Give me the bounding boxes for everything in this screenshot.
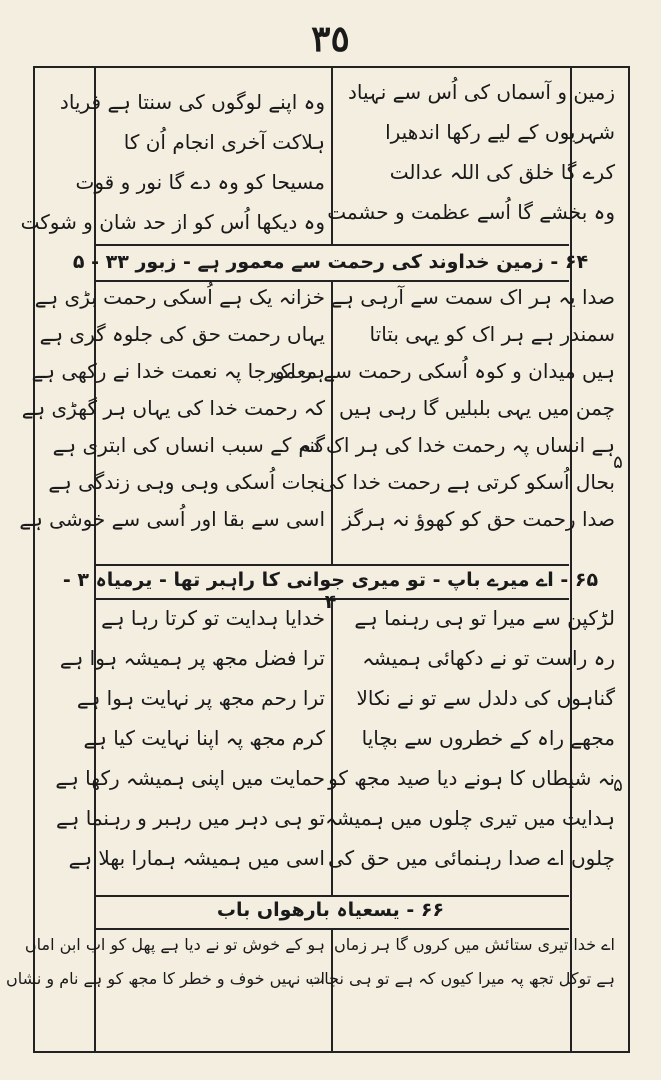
- verse-line: وہ دیکھا اُس کو از حد شان و شوکت: [20, 210, 325, 234]
- verse-count: ۵: [613, 775, 623, 796]
- rule: [94, 280, 569, 282]
- verse-line: خدایا ہدایت تو کرتا رہا ہے: [101, 606, 325, 630]
- verse-line: مسیحا کو وہ دے گا نور و قوت: [75, 170, 325, 194]
- poem-left-column: [5, 935, 325, 1035]
- verse-line: ہیں میدان و کوہ اُسکی رحمت سے معمور: [265, 359, 615, 383]
- verse-line: مجھے راہ کے خطروں سے بچایا: [361, 726, 615, 750]
- verse-line: ترا فضل مجھ پر ہمیشہ ہوا ہے: [59, 646, 325, 670]
- poem-right-column: [309, 935, 615, 1035]
- verse-line: ہلاکت آخری انجام اُن کا: [123, 130, 325, 154]
- poem-left-column: [19, 285, 325, 555]
- verse-line: رہ راست تو نے دکھائی ہمیشہ: [362, 646, 615, 670]
- verse-line: ہو کے خوش تو نے دیا ہے پھل کو اب ابن اماں: [24, 935, 325, 954]
- verse-line: ہے انساں پہ رحمت خدا کی ہر اک دم: [298, 433, 615, 457]
- verse-line: چلوں اے صدا رہنمائی میں حق کی: [328, 846, 615, 870]
- verse-line: وہ بخشے گا اُسے عظمت و حشمت: [327, 200, 615, 224]
- verse-line: صدا یہ ہر اک سمت سے آرہی ہے: [330, 285, 615, 309]
- verse-line: خزانہ یک ہے اُسکی رحمت بڑی ہے: [34, 285, 325, 309]
- rule: [94, 928, 569, 930]
- verse-line: گنہ کے سبب انساں کی ابتری ہے: [52, 433, 325, 457]
- poem-right-column: [327, 80, 615, 240]
- verse-line: بحال اُسکو کرتی ہے رحمت خدا کی: [320, 470, 615, 494]
- verse-line: یہاں رحمت حق کی جلوہ گری ہے: [39, 322, 325, 346]
- verse-line: اسی میں ہمیشہ ہمارا بھلا ہے: [68, 846, 325, 870]
- page-number: ٣٥: [311, 18, 350, 60]
- verse-line: ہے توکل تجھ پہ میرا کیوں کہ ہے تو ہی نجات: [309, 969, 615, 988]
- verse-line: صدا رحمت حق کو کھوؤ نہ ہرگز: [342, 507, 615, 531]
- verse-line: سمندر ہے ہر اک کو یہی بتاتا: [369, 322, 615, 346]
- verse-line: حمایت میں اپنی ہمیشہ رکھا ہے: [55, 766, 325, 790]
- verse-line: کرم مجھ پہ اپنا نہایت کیا ہے: [83, 726, 325, 750]
- verse-line: کہ رحمت خدا کی یہاں ہر گھڑی ہے: [21, 396, 325, 420]
- poem-left-column: [20, 90, 325, 250]
- verse-line: نجات اُسکی وہی وہی زندگی ہے: [48, 470, 325, 494]
- verse-line: نہ شیطاں کا ہونے دیا صید مجھ کو: [328, 766, 615, 790]
- verse-line: چمن میں یہی بلبلیں گا رہی ہیں: [339, 396, 615, 420]
- poem-left-column: [55, 606, 325, 886]
- hymn-heading: ۶۶ - یسعیاہ بارھواں باب: [216, 899, 445, 921]
- column-divider-4: [331, 928, 333, 1053]
- verse-line: زمین و آسماں کی اُس سے نہیاد: [347, 80, 615, 104]
- verse-line: اب نہیں خوف و خطر کا مجھ کو ہے نام و نشاں: [5, 969, 325, 988]
- verse-line: تو ہی دہر میں رہبر و رہنما ہے: [55, 806, 325, 830]
- verse-line: ہدایت میں تیری چلوں میں ہمیشہ: [325, 806, 615, 830]
- verse-count: ۵: [613, 452, 623, 473]
- verse-line: اسی سے بقا اور اُسی سے خوشی ہے: [19, 507, 325, 531]
- column-divider-2: [331, 280, 333, 564]
- hymn-heading: ۶۵ - اے میرے باپ - تو میری جوانی کا راہبر تھا - یرمیاہ ۳ - ۴: [62, 569, 599, 613]
- verse-line: ترا رحم مجھ پر نہایت ہوا ہے: [76, 686, 325, 710]
- verse-line: وہ اپنے لوگوں کی سنتا ہے فریاد: [59, 90, 325, 114]
- verse-line: کرے گا خلق کی اللہ عدالت: [389, 160, 615, 184]
- poem-right-column: [265, 285, 615, 555]
- verse-line: شہریوں کے لیے رکھا اندھیرا: [385, 120, 615, 144]
- rule: [94, 895, 569, 897]
- poem-right-column: [325, 606, 615, 886]
- verse-line: لڑکپن سے میرا تو ہی رہنما ہے: [354, 606, 615, 630]
- hymn-heading: ۶۴ - زمین خداوند کی رحمت سے معمور ہے - زبور ۳۳ - ۵: [72, 251, 589, 273]
- rule: [94, 564, 569, 566]
- verse-line: ہر اک جا پہ نعمت خدا نے رکھی ہے: [31, 359, 325, 383]
- verse-line: گناہوں کی دلدل سے تو نے نکالا: [356, 686, 615, 710]
- verse-line: اے خدا تیری ستائش میں کروں گا ہر زماں: [334, 935, 615, 954]
